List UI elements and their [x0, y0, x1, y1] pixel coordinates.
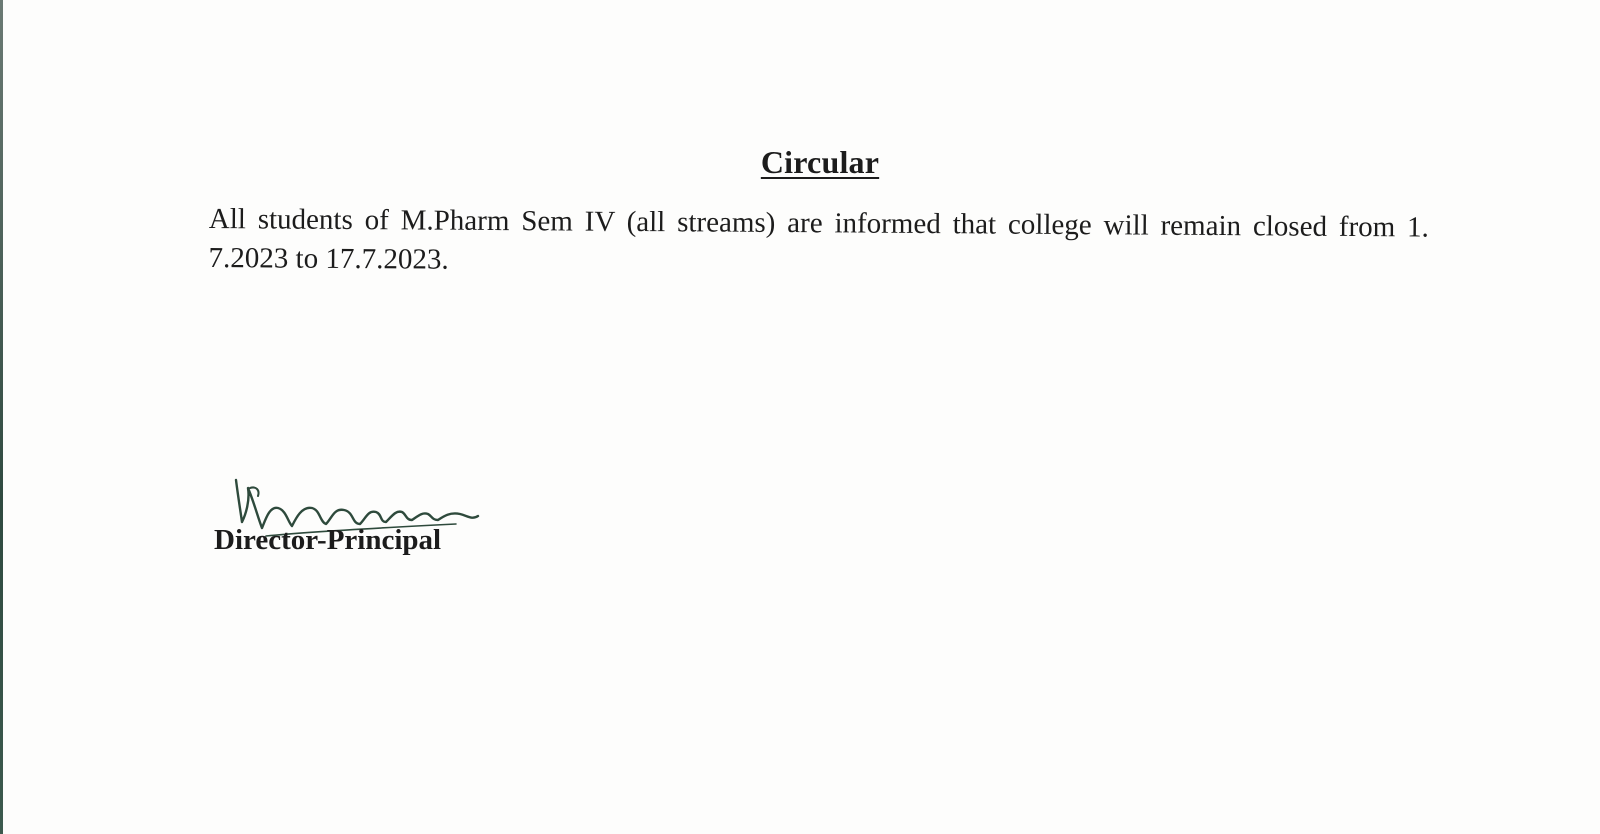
document-title: Circular	[760, 144, 880, 180]
signature-block	[206, 478, 506, 578]
signatory-title: Director-Principal	[214, 524, 442, 556]
circular-body: All students of M.Pharm Sem IV (all streams) are informed that college will remain closed from 1. 7.2023 to 17.7.2023.	[208, 202, 1429, 276]
scan-edge	[0, 0, 3, 834]
